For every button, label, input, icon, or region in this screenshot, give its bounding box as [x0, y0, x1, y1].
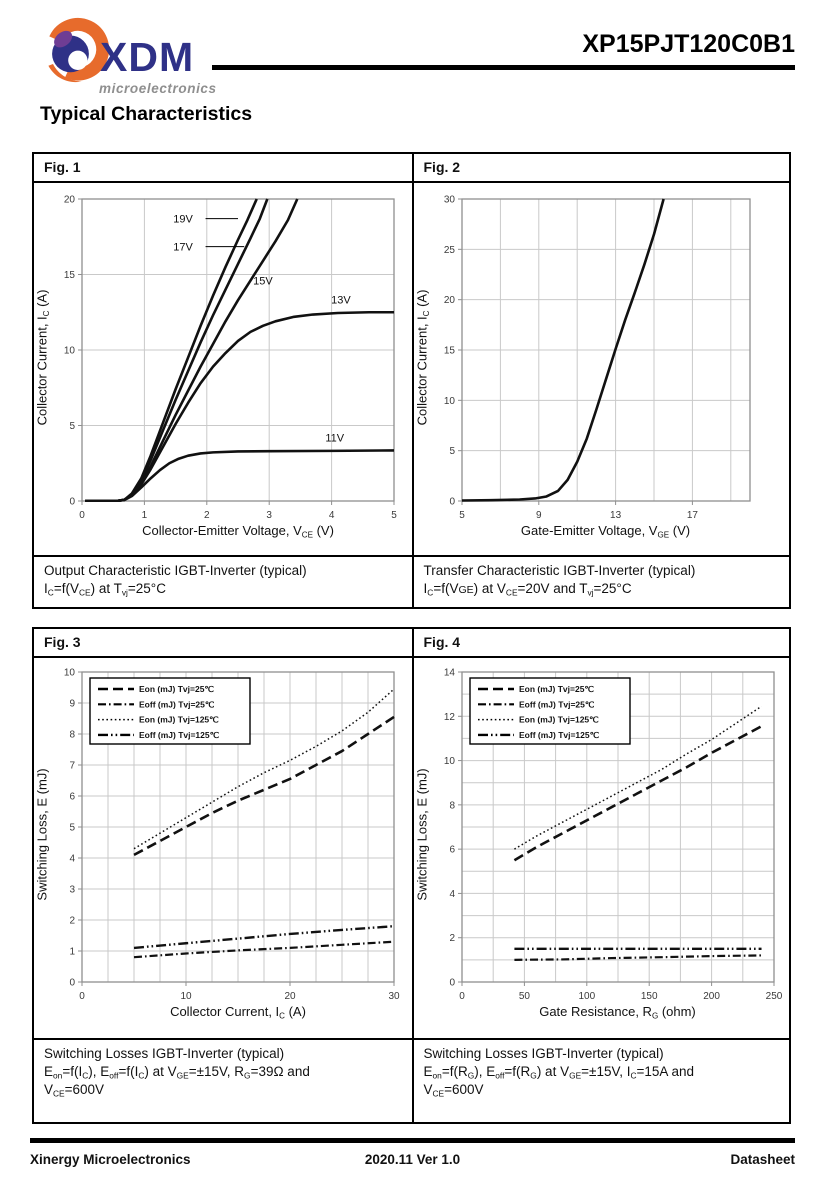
svg-text:4: 4 [328, 510, 335, 521]
page-title: Typical Characteristics [40, 103, 253, 125]
svg-text:13: 13 [609, 510, 621, 521]
svg-text:20: 20 [63, 194, 75, 206]
svg-text:0: 0 [458, 991, 465, 1002]
svg-text:14: 14 [443, 667, 455, 679]
svg-text:2: 2 [69, 915, 75, 927]
svg-text:Eon (mJ) Tvj=125℃: Eon (mJ) Tvj=125℃ [518, 714, 599, 725]
switching-losses-vs-ic-y-axis-title: Switching Loss, E (mJ) [34, 768, 50, 901]
svg-text:5: 5 [458, 510, 465, 521]
svg-text:100: 100 [577, 991, 595, 1002]
switching-losses-vs-rg-svg [414, 658, 790, 1038]
svg-text:5: 5 [448, 446, 455, 458]
svg-text:Eon (mJ) Tvj=25℃: Eon (mJ) Tvj=25℃ [518, 684, 594, 694]
footer-company: Xinergy Microelectronics [30, 1152, 191, 1167]
svg-text:9: 9 [69, 698, 75, 710]
svg-text:20: 20 [443, 295, 455, 307]
svg-text:10: 10 [63, 345, 75, 357]
fig4-caption: Switching Losses IGBT-Inverter (typical) $E_{on}=f(R_G)$, $E_{off}=f(R_G)$ at $V_{GE}=\pm 15V$, $I_C=15A$ and $V_{CE}=600V$ [412, 1038, 790, 1122]
svg-text:Eon (mJ) Tvj=125℃: Eon (mJ) Tvj=125℃ [139, 714, 219, 725]
svg-text:0: 0 [448, 977, 455, 989]
svg-text:2: 2 [204, 510, 210, 521]
transfer-characteristic-y-axis-title: Collector Current, $I_C$ (A) [414, 289, 431, 426]
output-characteristic-y-axis-title: Collector Current, $I_C$ (A) [34, 289, 51, 426]
svg-text:11V: 11V [325, 432, 345, 445]
brand-tagline: microelectronics [99, 81, 217, 96]
svg-text:0: 0 [448, 496, 455, 508]
switching-losses-vs-ic-svg [34, 658, 410, 1038]
svg-text:Eoff (mJ) Tvj=125℃: Eoff (mJ) Tvj=125℃ [139, 729, 220, 740]
part-number: XP15PJT120C0B1 [582, 30, 795, 58]
svg-text:Eoff (mJ) Tvj=25℃: Eoff (mJ) Tvj=25℃ [139, 699, 215, 710]
svg-text:30: 30 [443, 194, 455, 206]
svg-text:1: 1 [141, 510, 148, 521]
transfer-characteristic-svg [414, 183, 790, 555]
svg-text:17V: 17V [173, 241, 193, 254]
svg-text:5: 5 [391, 510, 397, 521]
svg-text:0: 0 [79, 991, 85, 1002]
fig3-chart [34, 658, 412, 1038]
svg-text:30: 30 [388, 991, 400, 1002]
svg-text:10: 10 [443, 395, 455, 407]
svg-text:6: 6 [69, 791, 75, 803]
transfer-characteristic-x-axis-title: Gate-Emitter Voltage, $V_{GE}$ (V) [520, 523, 691, 540]
svg-text:200: 200 [702, 991, 720, 1002]
switching-losses-vs-ic-x-axis-title: Collector Current, $I_C$ (A) [170, 1004, 306, 1021]
output-characteristic-svg [34, 183, 410, 555]
svg-text:150: 150 [640, 991, 658, 1002]
fig4-chart [412, 658, 790, 1038]
svg-text:8: 8 [448, 800, 455, 812]
fig3-caption: Switching Losses IGBT-Inverter (typical) $E_{on}=f(I_C)$, $E_{off}=f(I_C)$ at $V_{GE}=\pm 15V$, $R_G=39\Omega$ and $V_{CE}=600V$ [34, 1038, 412, 1122]
fig3-header: Fig. 3 [34, 629, 412, 658]
header-rule [212, 65, 795, 70]
svg-text:0: 0 [69, 496, 75, 508]
fig2-caption: Transfer Characteristic IGBT-Inverter (typical) $I_C=f(VGE)$ at $V_{CE}=20V$ and $T_{vj}=25^\circ C$ [412, 555, 790, 607]
switching-losses-vs-rg-y-axis-title: Switching Loss, E (mJ) [414, 768, 429, 901]
figure-table-bottom [32, 627, 791, 1124]
fig1-caption: Output Characteristic IGBT-Inverter (typical) $I_C=f(V_{CE})$ at $T_{vj}=25^\circ C$ [34, 555, 412, 607]
svg-text:250: 250 [765, 991, 782, 1002]
svg-text:10: 10 [180, 991, 192, 1002]
footer-version: 2020.11 Ver 1.0 [364, 1152, 461, 1167]
svg-text:Eon (mJ) Tvj=25℃: Eon (mJ) Tvj=25℃ [139, 684, 214, 694]
svg-text:5: 5 [69, 822, 75, 834]
svg-text:50: 50 [518, 991, 530, 1002]
svg-text:0: 0 [79, 510, 85, 521]
svg-text:1: 1 [69, 946, 75, 958]
fig2-header: Fig. 2 [412, 154, 790, 183]
svg-text:15: 15 [63, 270, 75, 281]
fig2-chart [412, 183, 790, 555]
figure-table-top [32, 152, 791, 609]
svg-text:9: 9 [535, 510, 542, 521]
svg-text:7: 7 [69, 760, 75, 772]
svg-text:3: 3 [69, 884, 75, 896]
svg-text:19V: 19V [173, 213, 193, 226]
svg-text:12: 12 [443, 711, 455, 723]
fig1-chart [34, 183, 412, 555]
svg-text:5: 5 [69, 421, 75, 432]
svg-text:0: 0 [69, 977, 75, 989]
footer-doctype: Datasheet [730, 1152, 795, 1167]
svg-text:4: 4 [448, 888, 455, 900]
brand-wordmark: XDM [100, 34, 195, 80]
svg-text:17: 17 [686, 510, 698, 521]
fig1-header: Fig. 1 [34, 154, 412, 183]
svg-text:13V: 13V [331, 294, 351, 307]
svg-text:25: 25 [443, 244, 455, 256]
output-characteristic-x-axis-title: Collector-Emitter Voltage, $V_{CE}$ (V) [142, 523, 334, 540]
page-footer [30, 1138, 795, 1167]
svg-text:Eoff (mJ) Tvj=125℃: Eoff (mJ) Tvj=125℃ [518, 729, 599, 740]
svg-text:15: 15 [443, 345, 455, 357]
svg-text:8: 8 [69, 729, 75, 741]
svg-text:3: 3 [266, 510, 272, 521]
fig4-header: Fig. 4 [412, 629, 790, 658]
svg-text:10: 10 [63, 667, 75, 679]
svg-text:20: 20 [284, 991, 296, 1002]
svg-text:15V: 15V [253, 275, 273, 288]
svg-text:2: 2 [448, 933, 455, 945]
svg-text:10: 10 [443, 756, 455, 768]
svg-text:4: 4 [69, 853, 75, 865]
switching-losses-vs-rg-x-axis-title: Gate Resistance, $R_G$ (ohm) [539, 1004, 696, 1021]
svg-text:Eoff (mJ) Tvj=25℃: Eoff (mJ) Tvj=25℃ [518, 699, 594, 710]
svg-text:6: 6 [448, 844, 455, 856]
